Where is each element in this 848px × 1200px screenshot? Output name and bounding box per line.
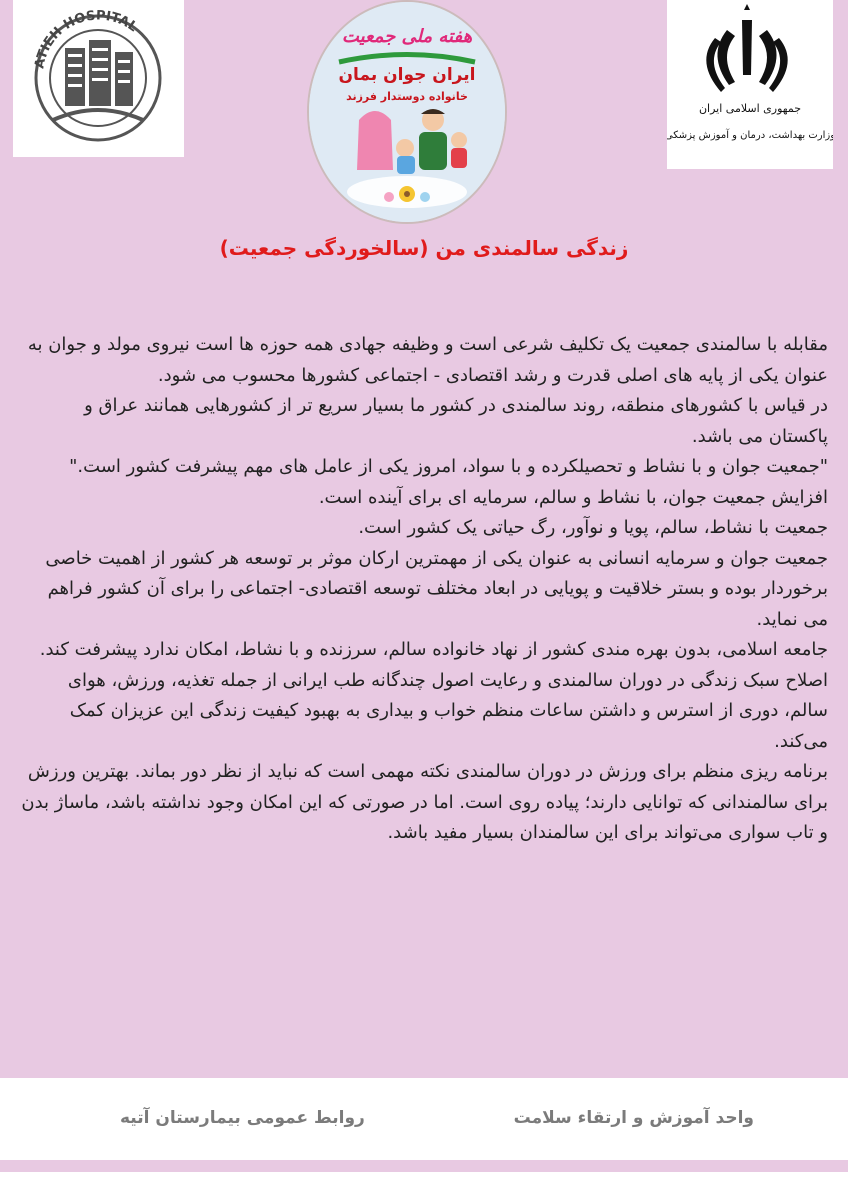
campaign-slogan: ایران جوان بمان [338,65,476,85]
paragraph: در قیاس با کشورهای منطقه، روند سالمندی در کشور ما بسیار سریع تر از کشورهایی همانند عراق و پاکستان می باشد. [84,395,828,447]
footer-public-relations: روابط عمومی بیمارستان آتیه [120,1108,365,1128]
paragraph: مقابله با سالمندی جمعیت یک تکلیف شرعی است و وظیفه جهادی همه حوزه ها است نیروی مولد و جوان به عنوان یکی از پایه های اصلی قدرت و رشد اقتصادی - اجتماعی کشورها محسوب می شود. [27,334,828,386]
article-body [20,330,828,849]
ministry-name: وزارت بهداشت، درمان و آموزش پزشکی [667,130,833,141]
paragraph: جمعیت با نشاط، سالم، پویا و نوآور، رگ حیاتی یک کشور است. [358,517,828,538]
paragraph: جمعیت جوان و سرمایه انسانی به عنوان یکی از مهمترین ارکان موثر بر توسعه هر کشور از اهمیت خاصی برخوردار بوده و بستر خلاقیت و پویایی در ابعاد مختلف توسعه اقتصادی- اجتماعی را برای آن کشور فراهم می نماید. [45,547,828,630]
footer [0,1078,848,1160]
campaign-title: هفته ملی جمعیت [341,26,473,47]
paragraph: جامعه اسلامی، بدون بهره مندی کشور از نهاد خانواده سالم، سرزنده و با نشاط، امکان ندارد پیشرفت کند. [39,639,828,660]
campaign-subtitle: خانواده دوستدار فرزند [346,90,468,103]
paragraph: اصلاح سبک زندگی در دوران سالمندی و رعایت اصول چندگانه طب ایرانی از جمله تغذیه، ورزش، هوای سالم، دوری از استرس و داشتن ساعات منظم خواب و بیداری به بهبود کیفیت زندگی این عزیزان کمک می‌کند. [67,669,828,752]
bottom-strip [0,1172,848,1200]
hospital-logo [13,0,184,157]
ministry-logo [667,0,833,169]
page-title: زندگی سالمندی من (سالخوردگی جمعیت) [219,236,629,260]
paragraph: برنامه ریزی منظم برای ورزش در دوران سالمندی نکته مهمی است که نباید از نظر دور بماند. بهترین ورزش برای سالمندانی که توانایی دارند؛ پیاده روی است. اما در صورتی که این امکان وجود نداشته باشد، ماساژ بدن و تاب سواری می‌تواند برای این سالمندان بسیار مفید باشد. [21,761,828,843]
paragraph: افزایش جمعیت جوان، با نشاط و سالم، سرمایه ای برای آینده است. [318,486,828,508]
ministry-country: جمهوری اسلامی ایران [698,102,802,115]
campaign-badge [307,0,507,224]
iran-emblem-icon [706,4,787,92]
footer-unit: واحد آموزش و ارتقاء سلامت [513,1108,754,1128]
paragraph: "جمعیت جوان و با نشاط و تحصیلکرده و با سواد، امروز یکی از عامل های مهم پیشرفت کشور است." [69,456,828,477]
hospital-logo-text: ATIEH HOSPITAL [32,8,141,70]
